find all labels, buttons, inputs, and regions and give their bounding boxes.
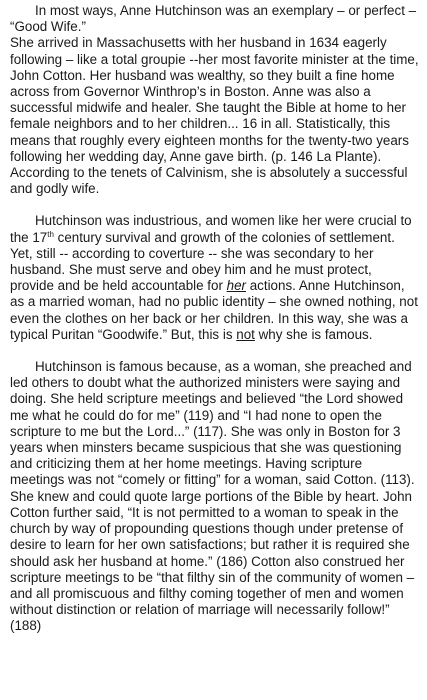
emphasis-not: not — [236, 326, 255, 342]
paragraph-text: Hutchinson was industrious, and women like her were crucial to the 17 — [10, 213, 412, 245]
paragraph-text: She arrived in Massachusetts with her husband in 1634 eagerly following – like a total groupie --her most favorite minister at the time, John Cotton. Her husband was wealthy, so they built a fine home across from Governor Winthrop’s in Boston. Anne was also a successful midwife and healer. She taught the Bible at home to her female neighbors and to her children... 16 in all. Statistically, this means that roughly every eighteen months for the twenty-two years following her wedding day, Anne gave birth. (p. 146 La Plante). According to the tenets of Calvinism, she is absolutely a successful and godly wife. — [10, 35, 419, 197]
paragraph-text: century survival and growth of the colonies of settlement. Yet, still -- according to coverture -- she was secondary to her husband. She must serve and obey him and he must protect, provide and be held accountable for — [10, 229, 395, 294]
paragraph-text: actions. Anne Hutchinson, as a married woman, had no public identity – she owned nothing, not even the clothes on her back or her children. In this way, she was a typical Puritan “Goodwife.” But, this is — [10, 278, 418, 342]
paragraph-text: In most ways, Anne Hutchinson was an exemplary – or perfect – “Good Wife.” — [10, 3, 417, 35]
emphasis-her: her — [226, 278, 246, 294]
paragraph-industrious — [10, 213, 419, 343]
paragraph-exemplary-wife — [10, 3, 419, 197]
paragraph-gap — [10, 343, 419, 359]
paragraph-text: why she is famous. — [254, 326, 373, 342]
superscript-th: th — [47, 229, 54, 239]
paragraph-text: Hutchinson is famous because, as a woman, she preached and led others to doubt what the authorized ministers were saying and doing. She held scripture meetings and believed “the Lord showed me what he could do for me” (119) and “I had none to open the scripture to me but the Lord...” (117). She was only in Boston for 3 years when minsters became suspicious that she was questioning and criticizing them at her home meetings. Having scripture meetings was not “comely or fitting” for a woman, said Cotton. (113). She knew and could quote large portions of the Bible by heart. John Cotton further said, “It is not permitted to a woman to speak in the church by way of propounding questions though under pretense of desire to learn for her own satisfactions; but rather it is required she should ask her husband at home.” (186) Cotton also construed her scripture meetings to be “that filthy sin of the community of women – and all promiscuous and filthy coming together of men and women without distinction or relation of marriage will necessarily follow!” (188) — [10, 359, 415, 634]
paragraph-famous — [10, 359, 419, 634]
paragraph-gap — [10, 197, 419, 213]
